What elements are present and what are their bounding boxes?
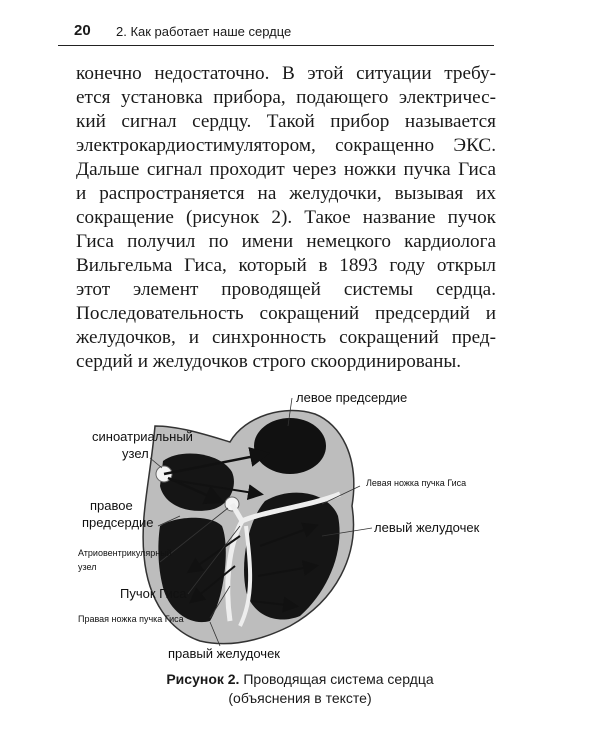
label-av-node: узел bbox=[78, 562, 97, 572]
label-left-bundle: Левая ножка пучка Гиса bbox=[366, 478, 467, 488]
caption-note: (объяснения в тексте) bbox=[228, 690, 372, 706]
left-atrium-chamber bbox=[254, 418, 326, 474]
text-line: электрокардиостимулятором, сокращенно ЭКС. bbox=[76, 135, 496, 156]
text-line: кий сигнал сердцу. Такой прибор называется bbox=[76, 111, 496, 132]
caption-text: Проводящая система сердца bbox=[239, 671, 434, 687]
heart-conduction-figure bbox=[60, 386, 540, 666]
label-left-ventricle: левый желудочек bbox=[374, 520, 480, 535]
text-line: конечно недостаточно. В этой ситуации требу- bbox=[76, 63, 496, 84]
text-line: этот элемент проводящей системы сердца. bbox=[76, 279, 496, 300]
text-line: Последовательность сокращений предсердий и bbox=[76, 303, 496, 324]
label-right-atrium: правое bbox=[90, 498, 133, 513]
label-right-bundle: Правая ножка пучка Гиса bbox=[78, 614, 184, 624]
label-right-atrium: предсердие bbox=[82, 515, 154, 530]
label-sa-node: синоатриальный bbox=[92, 429, 193, 444]
label-sa-node: узел bbox=[122, 446, 149, 461]
header-rule bbox=[58, 45, 494, 46]
left-ventricle-chamber bbox=[244, 493, 340, 620]
label-his-bundle: Пучок Гиса bbox=[120, 586, 187, 601]
text-line: ется установка прибора, подающего электричес- bbox=[76, 87, 496, 108]
caption-label: Рисунок 2. bbox=[166, 671, 240, 687]
body-text bbox=[76, 62, 496, 374]
heart-diagram bbox=[60, 386, 540, 666]
text-line: сердий и желудочков строго скоординированы. bbox=[76, 351, 462, 372]
page-header bbox=[58, 22, 494, 46]
text-line: Дальше сигнал проходит через ножки пучка Гиса bbox=[76, 159, 496, 180]
label-av-node: Атриовентрикулярный bbox=[78, 548, 172, 558]
text-line: Гиса получил по имени немецкого кардиолога bbox=[76, 231, 496, 252]
label-left-atrium: левое предсердие bbox=[296, 390, 408, 405]
running-title: 2. Как работает наше сердце bbox=[116, 24, 292, 39]
text-line: Вильгельма Гиса, который в 1893 году открыл bbox=[76, 255, 496, 276]
text-line: и распространяется на желудочки, вызывая их bbox=[76, 183, 496, 204]
text-line: сокращение (рисунок 2). Такое название пучок bbox=[76, 207, 496, 228]
figure-caption bbox=[60, 670, 540, 708]
page-number: 20 bbox=[74, 22, 91, 39]
label-right-ventricle: правый желудочек bbox=[168, 646, 280, 661]
text-line: желудочков, и синхронность сокращений пред- bbox=[76, 327, 496, 348]
